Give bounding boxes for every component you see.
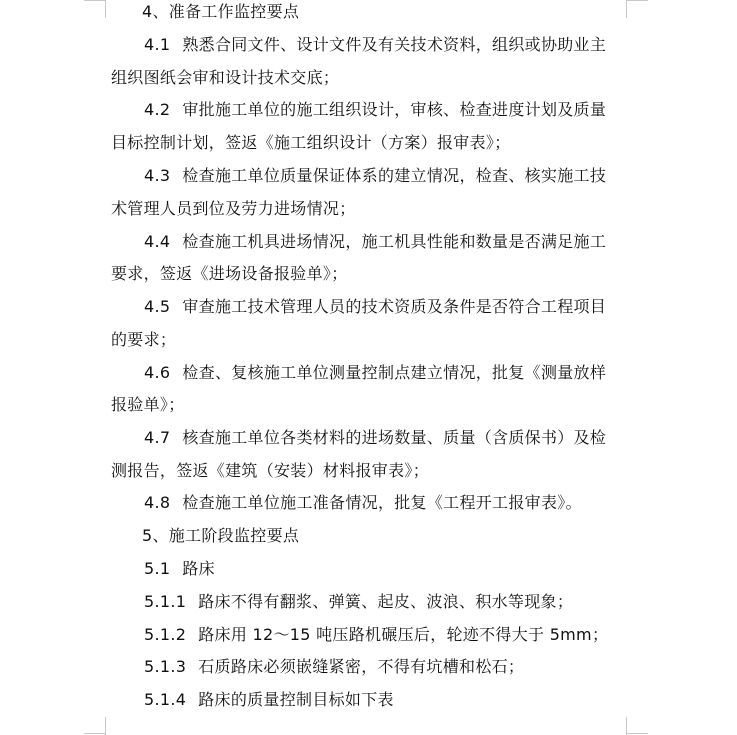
crop-mark-bottom-left (84, 733, 106, 734)
item-4-5-cont: 的要求； (111, 330, 177, 349)
item-5-1 (144, 559, 215, 579)
item-4-4 (144, 232, 606, 252)
item-5-1-1 (144, 592, 573, 612)
item-number: 5.1 (144, 559, 171, 578)
item-text: 路床用 12～15 吨压路机碾压后，轮迹不得大于 5mm； (198, 625, 609, 644)
item-4-3-cont: 术管理人员到位及劳力进场情况； (111, 199, 356, 218)
section-4-heading: 4、准备工作监控要点 (142, 2, 300, 21)
item-4-8 (144, 493, 582, 513)
item-number: 4.4 (144, 232, 171, 251)
item-text: 审查施工技术管理人员的技术资质及条件是否符合工程项目 (182, 297, 607, 316)
item-text: 石质路床必须嵌缝紧密，不得有坑槽和松石； (198, 657, 525, 676)
item-5-1-4 (144, 690, 394, 710)
item-5-1-2 (144, 625, 608, 645)
item-text: 审批施工单位的施工组织设计，审核、检查进度计划及质量 (182, 100, 607, 119)
item-number: 4.2 (144, 100, 171, 119)
item-number: 4.8 (144, 493, 171, 512)
crop-mark-top-right-v (626, 0, 627, 18)
crop-mark-bottom-right-v (626, 717, 627, 735)
crop-mark-top-left (84, 0, 106, 1)
item-text: 检查施工单位施工准备情况，批复《工程开工报审表》。 (182, 493, 582, 512)
item-4-6 (144, 363, 606, 383)
item-text: 熟悉合同文件、设计文件及有关技术资料，组织或协助业主 (182, 35, 607, 54)
item-text: 检查、复核施工单位测量控制点建立情况，批复《测量放样 (182, 363, 607, 382)
item-number: 5.1.2 (144, 625, 187, 644)
item-4-1-cont: 组织图纸会审和设计技术交底； (111, 68, 340, 87)
item-4-6-cont: 报验单》； (111, 395, 185, 414)
item-number: 4.3 (144, 166, 171, 185)
item-text: 路床不得有翻浆、弹簧、起皮、波浪、积水等现象； (198, 592, 574, 611)
item-4-1 (144, 35, 606, 55)
item-number: 5.1.3 (144, 657, 187, 676)
crop-mark-top-left-v (105, 0, 106, 18)
item-4-4-cont: 要求，签返《进场设备报验单》； (111, 264, 348, 283)
item-text: 路床 (182, 559, 215, 578)
item-5-1-3 (144, 657, 524, 677)
item-number: 5.1.4 (144, 690, 187, 709)
item-text: 路床的质量控制目标如下表 (198, 690, 394, 709)
item-number: 4.5 (144, 297, 171, 316)
item-text: 检查施工机具进场情况，施工机具性能和数量是否满足施工 (182, 232, 607, 251)
item-text: 检查施工单位质量保证体系的建立情况，检查、核实施工技 (182, 166, 607, 185)
item-number: 5.1.1 (144, 592, 187, 611)
crop-mark-top-right (626, 0, 648, 1)
item-4-3 (144, 166, 606, 186)
item-text: 核查施工单位各类材料的进场数量、质量（含质保书）及检 (182, 428, 607, 447)
crop-mark-bottom-left-v (105, 717, 106, 735)
item-4-2-cont: 目标控制计划，签返《施工组织设计（方案）报审表》； (111, 133, 511, 152)
item-number: 4.6 (144, 363, 171, 382)
section-5-heading: 5、施工阶段监控要点 (142, 526, 300, 545)
item-number: 4.7 (144, 428, 171, 447)
item-4-2 (144, 100, 606, 120)
item-4-7-cont: 测报告，签返《建筑（安装）材料报审表》； (111, 461, 430, 480)
item-number: 4.1 (144, 35, 171, 54)
crop-mark-bottom-right (626, 733, 648, 734)
item-4-7 (144, 428, 606, 448)
item-4-5 (144, 297, 606, 317)
